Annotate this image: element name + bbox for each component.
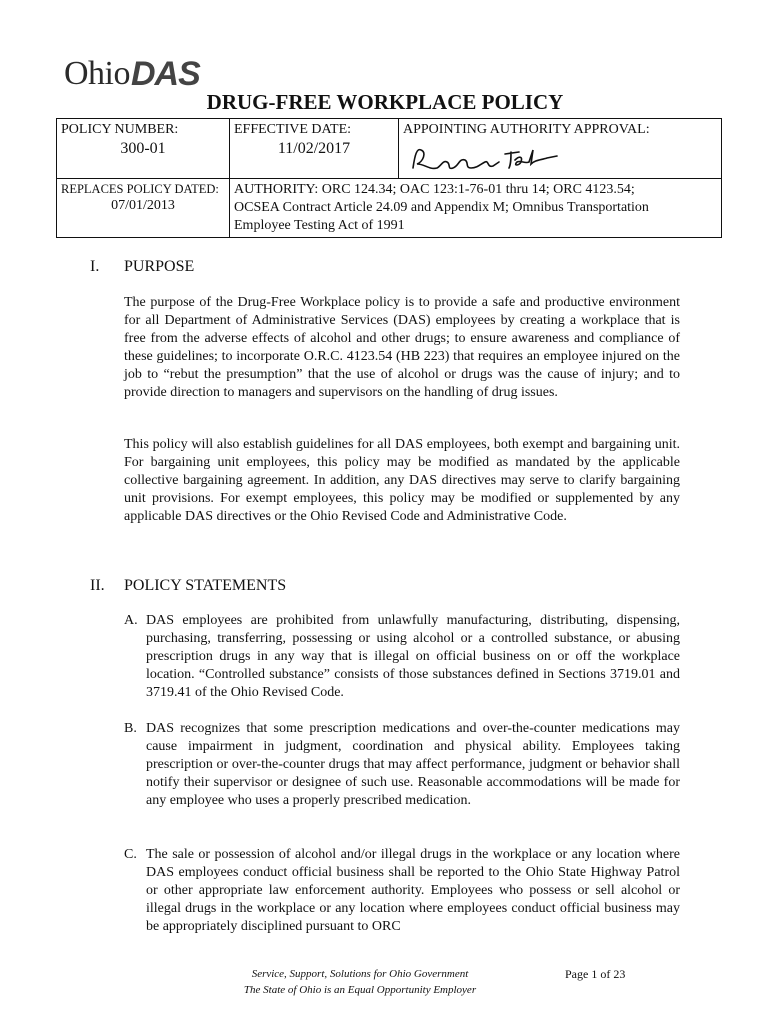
list-marker: B. [124,721,137,736]
replaces-date-value: 07/01/2013 [111,198,175,213]
effective-date-value: 11/02/2017 [277,140,351,157]
policy-statement-a [124,612,680,702]
list-marker: C. [124,847,137,862]
policy-number-label: POLICY NUMBER: [61,122,179,137]
effective-date-cell [230,119,399,179]
section-policy-statements-heading [90,577,286,595]
effective-date-label: EFFECTIVE DATE: [234,122,352,137]
replaces-label: REPLACES POLICY DATED: [61,182,219,196]
list-item-text: DAS recognizes that some prescription medications and over-the-counter medications may cause impairment in judgment, coordination and physical ability. Employees taking prescription or over-the-counter drugs that may affect performance, judgment or behavior shall notify their supervisor or designee of such use. Reasonable accommodations will be made for any employee who uses a properly prescribed medication. [146,721,680,808]
section-number: II. [90,577,105,594]
list-item-text: DAS employees are prohibited from unlawfully manufacturing, distributing, dispensing, purchasing, transferring, possessing or using alcohol or a controlled substance, or abusing prescription drugs in any way that is illegal on official business on or off the workplace location. “Controlled substance” consists of those substances defined in Sections 3719.01 and 3719.41 of the Ohio Revised Code. [146,613,680,700]
authority-line-3: Employee Testing Act of 1991 [234,218,405,233]
logo-ohio-text: Ohio [64,55,130,92]
authority-cell [230,179,722,238]
purpose-paragraph-2: This policy will also establish guidelines for all DAS employees, both exempt and bargaining unit. For bargaining unit employees, this policy may be modified as mandated by the applicable collective bargaining agreement. In addition, any DAS directives may serve to clarify bargaining unit provisions. For exempt employees, this policy may be modified or supplemented by any applicable DAS directives or the Ohio Revised Code and Administrative Code. [124,437,680,524]
document-title: DRUG-FREE WORKPLACE POLICY [206,90,564,114]
logo-das-text: DAS [131,55,200,93]
purpose-paragraph-1: The purpose of the Drug-Free Workplace policy is to provide a safe and productive environment for all Department of Administrative Services (DAS) employees by creating a workplace that is free from the adverse effects of alcohol and other drugs; to ensure awareness and compliance of these guidelines; to incorporate O.R.C. 4123.54 (HB 223) that requires an employee injured on the job to “rebut the presumption” that the use of alcohol or drugs was the cause of injury; and to provide direction to managers and supervisors on the handling of drug issues. [124,295,680,400]
policy-statement-c [124,846,680,936]
policy-number-cell [57,119,230,179]
footer-tagline: Service, Support, Solutions for Ohio Government [251,968,469,980]
section-title: POLICY STATEMENTS [124,577,287,594]
page-number: Page 1 of 23 [565,967,626,981]
section-number: I. [90,258,100,275]
section-purpose-heading [90,258,194,276]
list-item-text: The sale or possession of alcohol and/or illegal drugs in the workplace or any location where DAS employees conduct official business shall be reported to the Ohio State Highway Patrol or other appropriate law enforcement authority. Employees who possess or sell alcohol or illegal drugs in the workplace or any location where employees conduct official business may be appropriately disciplined pursuant to ORC [146,847,680,934]
approval-cell [399,119,722,179]
policy-number-value: 300-01 [120,140,166,157]
authority-line-2: OCSEA Contract Article 24.09 and Appendix M; Omnibus Transportation [234,200,649,215]
policy-statement-b [124,720,680,810]
approval-label: APPOINTING AUTHORITY APPROVAL: [403,122,650,137]
list-marker: A. [124,613,138,628]
policy-header-table [56,118,722,238]
section-title: PURPOSE [124,258,195,275]
replaces-cell [57,179,230,238]
footer-equal-opportunity: The State of Ohio is an Equal Opportunity Employer [243,984,477,996]
signature-image [407,142,567,176]
ohio-das-logo [64,56,200,92]
authority-line-1: AUTHORITY: ORC 124.34; OAC 123:1-76-01 thru 14; ORC 4123.54; [234,182,635,197]
